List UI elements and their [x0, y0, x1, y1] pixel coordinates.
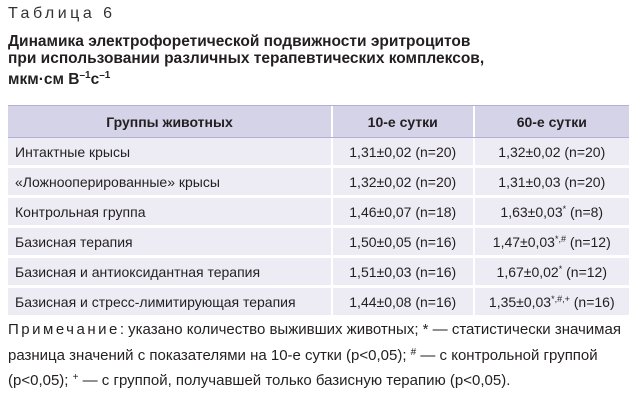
header-day60: 60-е сутки [516, 113, 587, 130]
cell-day60-value: 1,35±0,03 [488, 293, 552, 310]
title-unit-prefix: мкм·см В [8, 71, 80, 88]
cell-group: Базисная и антиоксидантная терапия [8, 258, 333, 285]
cell-day60 [475, 294, 630, 310]
table-body [8, 138, 629, 318]
table-header-row [8, 105, 629, 138]
table-note [8, 319, 632, 393]
note-mark-hash: # [410, 346, 417, 358]
cell-day60-value: 1,31±0,03 (n=20) [498, 173, 606, 190]
note-mark-plus: + [72, 372, 79, 383]
cell-day60-significance-mark: * [558, 263, 563, 274]
cell-day10: 1,46±0,07 (n=18) [333, 198, 475, 225]
header-day10: 10-е сутки [333, 106, 475, 137]
title-line-3 [8, 67, 628, 88]
cell-day60-significance-mark: *,# [554, 233, 566, 244]
title-unit-mid: с [90, 71, 100, 88]
cell-day60-n: (n=12) [562, 263, 607, 280]
cell-day60 [475, 144, 630, 160]
cell-day10: 1,44±0,08 (n=16) [333, 288, 475, 315]
header-groups: Группы животных [8, 106, 333, 137]
cell-day60-value: 1,67±0,02 [496, 263, 559, 280]
note-label: Примечание [8, 321, 120, 338]
note-part-2: — с контрольной группой (p<0,05); [8, 346, 598, 389]
cell-day60 [475, 204, 630, 220]
title-unit-sup-1: –1 [79, 70, 91, 81]
table-title [8, 33, 628, 88]
table-row [8, 228, 629, 258]
cell-day60-value: 1,32±0,02 (n=20) [498, 143, 606, 160]
cell-day10: 1,31±0,02 (n=20) [333, 138, 475, 165]
cell-day60-n: (n=12) [565, 233, 611, 250]
cell-day60-significance-mark: * [562, 203, 567, 214]
cell-group: «Ложнооперированные» крысы [8, 168, 333, 195]
table-caption-label: Таблица 6 [8, 5, 116, 22]
table-row [8, 138, 629, 168]
cell-day10: 1,50±0,05 (n=16) [333, 228, 475, 255]
cell-group: Контрольная группа [8, 198, 333, 225]
cell-day60 [475, 174, 630, 190]
table-row [8, 258, 629, 288]
cell-day60-n: (n=16) [569, 293, 615, 310]
data-table [8, 105, 629, 318]
title-line-1: Динамика электрофоретической подвижности эритроцитов [8, 33, 471, 50]
cell-day60-n: (n=8) [566, 203, 604, 220]
cell-group: Базисная и стресс-лимитирующая терапия [8, 288, 333, 315]
cell-day60-value: 1,63±0,03 [500, 203, 563, 220]
cell-day60 [475, 234, 630, 250]
note-part-1: : указано количество выживших животных; * — статистически значимая разница значений с показателями на 10-е сутки (p<0,05); [8, 321, 621, 364]
cell-day60 [475, 264, 630, 280]
cell-day10: 1,32±0,02 (n=20) [333, 168, 475, 195]
cell-group: Базисная терапия [8, 228, 333, 255]
table-row [8, 168, 629, 198]
cell-day60-value: 1,47±0,03 [492, 233, 555, 250]
table-row [8, 198, 629, 228]
title-line-2: при использовании различных терапевтических комплексов, [8, 50, 485, 67]
cell-day10: 1,51±0,03 (n=16) [333, 258, 475, 285]
table-row [8, 288, 629, 318]
cell-group: Интактные крысы [8, 138, 333, 165]
note-part-3: — с группой, получавшей только базисную терапию (p<0,05). [78, 372, 511, 389]
title-unit-sup-2: –1 [99, 70, 111, 81]
cell-day60-significance-mark: *,#,+ [551, 293, 570, 304]
